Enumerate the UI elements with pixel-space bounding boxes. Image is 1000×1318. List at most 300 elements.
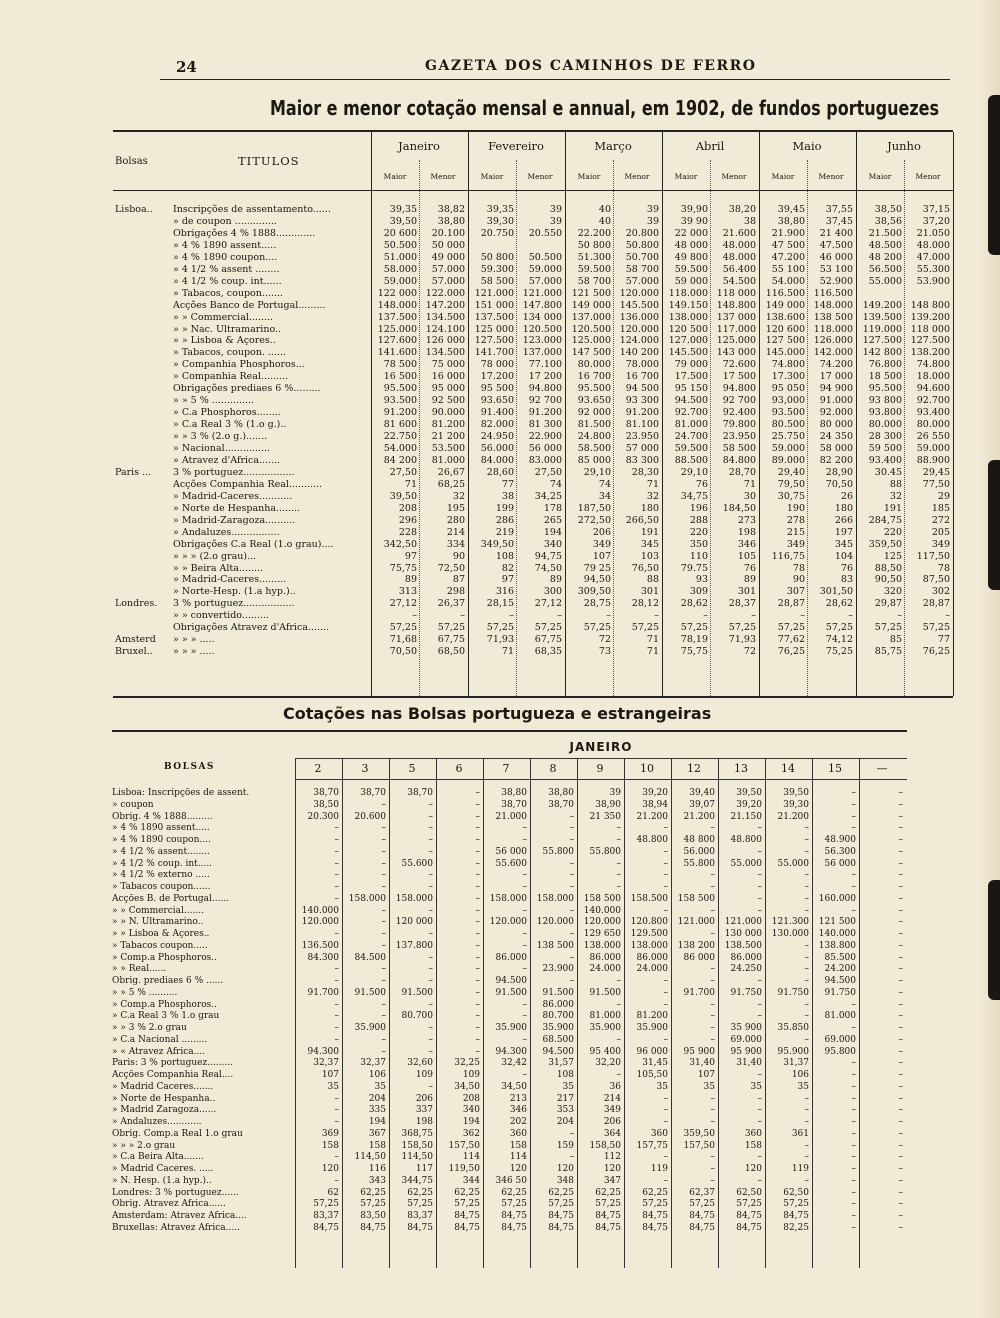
value-cell: – (334, 976, 339, 986)
value-cell: 92 700 (722, 395, 756, 407)
value-cell: 70,50 (389, 646, 417, 658)
value-cell: 158,50 (589, 1140, 621, 1151)
value-cell: 278 (786, 514, 805, 526)
col-titulos-header: TITULOS (238, 154, 300, 168)
value-cell: 120.500 (571, 323, 611, 335)
table-row (113, 335, 953, 347)
table-row (113, 503, 953, 515)
value-cell: 38,70 (360, 788, 386, 798)
value-cell: – (334, 1011, 339, 1022)
value-cell: – (710, 976, 715, 986)
value-cell: – (475, 870, 480, 881)
table-row (113, 551, 953, 563)
value-cell: 109 (462, 1070, 480, 1080)
value-cell: 344 (462, 1175, 480, 1186)
table-row (113, 622, 953, 634)
value-cell: – (851, 1222, 856, 1233)
value-cell: 71 (646, 478, 659, 490)
value-cell: 194 (368, 1117, 386, 1127)
value-cell: – (710, 905, 715, 916)
value-cell: 83 300 (625, 454, 659, 466)
value-cell: 27,12 (534, 598, 562, 610)
value-cell: – (757, 870, 762, 881)
row-titulo: Obrigações 4 % 1888............. (173, 227, 316, 239)
value-cell: 106 (368, 1070, 386, 1080)
value-cell: 85 (889, 634, 902, 646)
value-cell: 23.900 (542, 964, 574, 975)
value-cell: 217 (556, 1093, 574, 1104)
value-cell: 48.800 (636, 835, 668, 845)
row-titulo: » de coupon .............. (173, 215, 277, 227)
value-cell: – (428, 811, 433, 822)
value-cell: 158 (321, 1140, 339, 1151)
value-cell: 88 (646, 574, 659, 586)
row-label: » » 3 % 2.o grau (112, 1023, 187, 1033)
value-cell: – (851, 870, 856, 881)
value-cell: 55.000 (777, 858, 809, 869)
value-cell: 123.000 (522, 335, 562, 347)
value-cell: – (663, 987, 668, 998)
value-cell: 83 (840, 574, 853, 586)
value-cell: 309 (689, 586, 708, 598)
value-cell: – (460, 610, 465, 622)
value-cell: 55.600 (495, 858, 527, 869)
value-cell: 27,50 (534, 466, 562, 478)
value-cell: 157,50 (683, 1140, 715, 1151)
day-header: 3 (361, 762, 369, 775)
row-label: » » 5 % .......... (112, 987, 178, 998)
value-cell: – (412, 610, 417, 622)
value-cell: 27,50 (389, 466, 417, 478)
table-row (113, 598, 953, 610)
menor-header: Menor (721, 172, 747, 181)
value-cell: 140 200 (619, 347, 659, 359)
value-cell: 120 500 (668, 323, 708, 335)
value-cell: 91.200 (625, 407, 659, 419)
value-cell: 97 (404, 550, 417, 562)
value-cell: 16 500 (383, 371, 417, 383)
value-cell: 59.000 (771, 443, 805, 454)
table-row (112, 976, 907, 988)
header-rule (295, 779, 907, 780)
row-label: » Comp.a Phosphoros.. (112, 952, 217, 963)
value-cell: 28,62 (825, 598, 853, 610)
value-cell: 84,75 (689, 1211, 715, 1221)
value-cell: 29,10 (583, 466, 611, 478)
table-row (113, 467, 953, 479)
value-cell: 137.500 (474, 311, 514, 323)
value-cell: 93.650 (480, 395, 514, 407)
value-cell: 361 (791, 1128, 809, 1139)
value-cell: 205 (931, 526, 950, 538)
value-cell: 38,80 (501, 788, 527, 798)
value-cell: 121.000 (724, 917, 762, 928)
value-cell: 191 (640, 526, 659, 538)
value-cell: 57,25 (501, 1199, 527, 1210)
value-cell: – (804, 1034, 809, 1045)
value-cell: 20 600 (383, 227, 417, 239)
value-cell: 79.800 (722, 419, 756, 431)
value-cell: 114 (509, 1152, 527, 1163)
value-cell: 29,45 (922, 466, 950, 478)
value-cell: 21.600 (722, 227, 756, 239)
value-cell: 32 (889, 490, 902, 502)
value-cell: 91.700 (307, 987, 339, 998)
value-cell: 81.200 (636, 1011, 668, 1022)
value-cell: 26,67 (437, 466, 465, 478)
value-cell: 96 000 (636, 1046, 668, 1057)
table-row (112, 1199, 907, 1211)
value-cell: 78 (937, 562, 950, 574)
value-cell: 93 300 (625, 395, 659, 407)
value-cell: 62 (327, 1187, 339, 1198)
value-cell: 35 (750, 1081, 762, 1092)
value-cell: – (475, 846, 480, 857)
value-cell: 84,75 (736, 1222, 762, 1233)
value-cell: 32,60 (407, 1058, 433, 1069)
col-bolsas-header: BOLSAS (164, 762, 215, 772)
value-cell: 266,50 (625, 514, 659, 526)
value-cell: – (381, 905, 386, 916)
value-cell: 26,37 (437, 598, 465, 610)
value-cell: 21 200 (431, 431, 465, 443)
value-cell: 82 200 (819, 454, 853, 466)
day-header: 8 (549, 762, 557, 775)
value-cell: – (475, 999, 480, 1010)
value-cell: 78,19 (680, 634, 708, 646)
value-cell: 136.500 (301, 940, 339, 951)
value-cell: 31,37 (783, 1058, 809, 1069)
value-cell: 75 000 (431, 359, 465, 371)
value-cell: 35 (562, 1081, 574, 1092)
day-header: 5 (408, 762, 416, 775)
value-cell: 76,50 (631, 562, 659, 574)
value-cell: 71 (501, 646, 514, 658)
value-cell: 20.750 (480, 227, 514, 239)
value-cell: 30.45 (874, 466, 902, 478)
value-cell: 30 (743, 490, 756, 502)
value-cell: 62,25 (642, 1187, 668, 1198)
value-cell: 81.000 (431, 454, 465, 466)
value-cell: 280 (446, 514, 465, 526)
value-cell: 57,25 (548, 1199, 574, 1210)
value-cell: 28,70 (728, 466, 756, 478)
value-cell: 91.000 (819, 395, 853, 407)
row-label: Acções Companhia Real.... (112, 1070, 234, 1080)
value-cell: – (381, 846, 386, 857)
value-cell: 148.800 (716, 299, 756, 311)
value-cell: 39,90 (680, 204, 708, 215)
day-header: — (876, 762, 888, 775)
value-cell: 72.600 (722, 359, 756, 371)
value-cell: 78 (792, 562, 805, 574)
value-cell: 120 000 (395, 917, 433, 928)
value-cell: 138.600 (765, 311, 805, 323)
value-cell: 91.700 (683, 987, 715, 998)
value-cell: 28 300 (868, 431, 902, 443)
value-cell: 17.300 (771, 371, 805, 383)
value-cell: 137.800 (395, 940, 433, 951)
value-cell: 56 000 (824, 858, 856, 869)
value-cell: 138.200 (910, 347, 950, 359)
value-cell: 28,62 (680, 598, 708, 610)
value-cell: 84,75 (595, 1222, 621, 1233)
ink-blot (988, 460, 1000, 590)
row-label: » 4 % 1890 coupon.... (112, 835, 211, 845)
value-cell: – (428, 905, 433, 916)
value-cell: – (616, 1070, 621, 1080)
value-cell: 125.000 (716, 335, 756, 347)
value-cell: 95.500 (577, 383, 611, 395)
table-row (112, 1188, 907, 1200)
table-row (112, 1164, 907, 1176)
value-cell: 346 (509, 1105, 527, 1116)
value-cell: 91.500 (401, 987, 433, 998)
table-row (113, 455, 953, 467)
table-row (113, 646, 953, 658)
value-cell: – (898, 1211, 903, 1221)
table-row (112, 1000, 907, 1012)
row-titulo: » Nacional............... (173, 443, 271, 454)
row-label: » Madrid Zaragoza...... (112, 1105, 217, 1116)
table-row (112, 870, 907, 882)
value-cell: 134.500 (425, 347, 465, 359)
value-cell: 38,80 (777, 215, 805, 227)
value-cell: – (851, 1140, 856, 1151)
value-cell: 138 500 (536, 940, 574, 951)
value-cell: 196 (689, 502, 708, 514)
value-cell: – (898, 882, 903, 892)
daily-quotes-table (112, 730, 907, 1268)
value-cell: 38,90 (595, 799, 621, 810)
row-bolsa: Lisboa.. (115, 204, 153, 215)
value-cell: – (569, 811, 574, 822)
value-cell: 97 (501, 574, 514, 586)
value-cell: 20.550 (528, 227, 562, 239)
value-cell: 51.300 (577, 251, 611, 263)
value-cell: 91.750 (777, 987, 809, 998)
value-cell: 158.000 (536, 893, 574, 904)
value-cell: 29,87 (874, 598, 902, 610)
value-cell: 273 (737, 514, 756, 526)
value-cell: 57,25 (360, 1199, 386, 1210)
value-cell: 22 000 (674, 227, 708, 239)
value-cell: 31,57 (548, 1058, 574, 1069)
row-titulo: » Norte de Hespanha........ (173, 502, 301, 514)
value-cell: – (898, 952, 903, 963)
value-cell: 116,75 (771, 550, 805, 562)
value-cell: – (334, 1117, 339, 1127)
row-titulo: » C.a Phosphoros........ (173, 407, 281, 419)
value-cell: 53.900 (916, 275, 950, 287)
row-titulo: Acções Companhia Real........... (173, 478, 323, 490)
value-cell: – (475, 858, 480, 869)
value-cell: 84,75 (501, 1222, 527, 1233)
value-cell: – (898, 1222, 903, 1233)
value-cell: 50 000 (431, 239, 465, 251)
value-cell: 77 (501, 478, 514, 490)
value-cell: – (381, 1011, 386, 1022)
value-cell: – (851, 1175, 856, 1186)
value-cell: 68.500 (542, 1034, 574, 1045)
value-cell: – (663, 999, 668, 1010)
value-cell: 58 500 (722, 443, 756, 454)
value-cell: 309,50 (577, 586, 611, 598)
value-cell: – (522, 964, 527, 975)
value-cell: 138 500 (813, 311, 853, 323)
value-cell: – (334, 1152, 339, 1163)
value-cell: 22.750 (383, 431, 417, 443)
row-label: » Norte de Hespanha.. (112, 1093, 216, 1104)
value-cell: 95.500 (868, 383, 902, 395)
value-cell: 57,25 (922, 622, 950, 634)
value-cell: 28,37 (728, 598, 756, 610)
value-cell: 24.200 (824, 964, 856, 975)
row-label: Obrig. prediaes 6 % ...... (112, 976, 224, 986)
value-cell: 79 000 (674, 359, 708, 371)
value-cell: 93.650 (577, 395, 611, 407)
value-cell: – (381, 917, 386, 928)
value-cell: 320 (883, 586, 902, 598)
value-cell: – (428, 1081, 433, 1092)
value-cell: 17 000 (819, 371, 853, 383)
value-cell: 80.700 (401, 1011, 433, 1022)
value-cell: 360 (744, 1128, 762, 1139)
value-cell: 49 000 (431, 251, 465, 263)
value-cell: – (475, 940, 480, 951)
value-cell: 38,94 (642, 799, 668, 810)
value-cell: 34 (598, 490, 611, 502)
value-cell: 344,75 (401, 1175, 433, 1186)
value-cell: 120.000 (301, 917, 339, 928)
value-cell: 68,35 (534, 646, 562, 658)
value-cell: 95.800 (824, 1046, 856, 1057)
value-cell: 35 (374, 1081, 386, 1092)
table-row (112, 1070, 907, 1082)
value-cell: – (616, 870, 621, 881)
value-cell: 90,50 (874, 574, 902, 586)
value-cell: 89 (743, 574, 756, 586)
value-cell: 191 (883, 502, 902, 514)
value-cell: 140.000 (583, 905, 621, 916)
value-cell: – (663, 823, 668, 834)
value-cell: – (569, 823, 574, 834)
value-cell: 119,50 (448, 1164, 480, 1174)
value-cell: 140.000 (818, 929, 856, 939)
value-cell: – (710, 1152, 715, 1163)
value-cell: 121.000 (522, 287, 562, 299)
value-cell: 114,50 (354, 1152, 386, 1163)
value-cell: – (663, 1093, 668, 1104)
value-cell: 59.500 (674, 443, 708, 454)
value-cell: 343 (368, 1175, 386, 1186)
value-cell: 118 000 (910, 323, 950, 335)
value-cell: 39,45 (777, 204, 805, 215)
value-cell: 55.300 (916, 263, 950, 275)
value-cell: – (703, 610, 708, 622)
value-cell: 38,80 (548, 788, 574, 798)
value-cell: – (616, 858, 621, 869)
value-cell: – (804, 823, 809, 834)
col-bolsas-header: Bolsas (115, 156, 148, 167)
value-cell: 20.300 (307, 811, 339, 822)
value-cell: 147.200 (425, 299, 465, 311)
value-cell: 93,000 (771, 395, 805, 407)
value-cell: 93.800 (868, 407, 902, 419)
value-cell: 353 (556, 1105, 574, 1116)
value-cell: 31,45 (642, 1058, 668, 1069)
value-cell: 48.000 (916, 239, 950, 251)
table-row (113, 371, 953, 383)
value-cell: 121 500 (571, 287, 611, 299)
row-titulo: » Madrid-Caceres........... (173, 490, 293, 502)
table-row (112, 1129, 907, 1141)
row-label: » C.a Nacional ......... (112, 1034, 208, 1045)
value-cell: 71 (646, 634, 659, 646)
value-cell: – (428, 952, 433, 963)
menor-header: Menor (527, 172, 553, 181)
value-cell: 57,25 (689, 1199, 715, 1210)
value-cell: 89 (404, 574, 417, 586)
value-cell: 21.200 (636, 811, 668, 822)
value-cell: – (898, 999, 903, 1010)
value-cell: 94.500 (542, 1046, 574, 1057)
row-titulo: Obrigações C.a Real (1.o grau).... (173, 538, 334, 550)
value-cell: 20.100 (431, 227, 465, 239)
value-cell: 39,35 (389, 204, 417, 215)
row-titulo: » » Commercial........ (173, 311, 274, 323)
value-cell: – (334, 870, 339, 881)
table-row (113, 216, 953, 228)
value-cell: 72 (743, 646, 756, 658)
value-cell: 39,50 (783, 788, 809, 798)
value-cell: – (804, 1152, 809, 1163)
value-cell: 120.500 (522, 323, 562, 335)
value-cell: 35.850 (777, 1023, 809, 1033)
value-cell: 34,50 (501, 1081, 527, 1092)
value-cell: 138.500 (724, 940, 762, 951)
value-cell: 17 200 (528, 371, 562, 383)
ink-blot (988, 95, 1000, 255)
row-titulo: » 4 1/2 % assent ........ (173, 263, 280, 275)
value-cell: 39,07 (689, 799, 715, 810)
table-row (112, 835, 907, 847)
value-cell: 58 000 (819, 443, 853, 454)
value-cell: 79,50 (777, 478, 805, 490)
value-cell: 24.950 (480, 431, 514, 443)
value-cell: – (569, 858, 574, 869)
value-cell: 54.500 (722, 275, 756, 287)
value-cell: 34,50 (454, 1081, 480, 1092)
value-cell: 57,25 (825, 622, 853, 634)
value-cell: 39,35 (486, 204, 514, 215)
value-cell: 121.300 (771, 917, 809, 928)
value-cell: – (663, 1175, 668, 1186)
journal-title: GAZETA DOS CAMINHOS DE FERRO (425, 58, 757, 74)
value-cell: 28,60 (486, 466, 514, 478)
value-cell: – (848, 610, 853, 622)
value-cell: 91.500 (354, 987, 386, 998)
value-cell: 84,75 (642, 1211, 668, 1221)
value-cell: 118.000 (813, 323, 853, 335)
value-cell: – (663, 870, 668, 881)
value-cell: 59.500 (674, 263, 708, 275)
table-row (113, 407, 953, 419)
value-cell: 74 (549, 478, 562, 490)
value-cell: 88.500 (674, 454, 708, 466)
value-cell: – (334, 823, 339, 834)
value-cell: 56.000 (480, 443, 514, 454)
